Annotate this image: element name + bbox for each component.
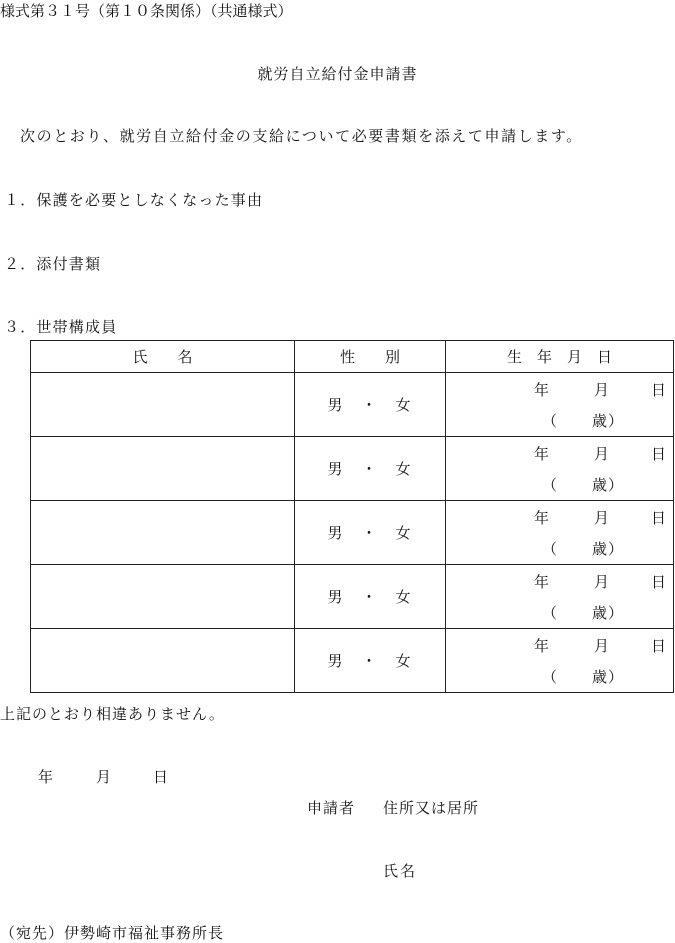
age-open-paren: （: [542, 540, 558, 558]
member-sex-cell[interactable]: 男 ・ 女: [295, 629, 446, 693]
date-year-label: 年: [38, 768, 54, 786]
table-row: [31, 373, 674, 437]
form-number: 様式第３１号（第１０条関係）（共通様式）: [0, 2, 293, 20]
section-household-members: ３．世帯構成員: [4, 318, 118, 336]
year-label: 年: [534, 445, 550, 463]
confirmation-statement: 上記のとおり相違ありません。: [0, 705, 225, 723]
day-label: 日: [651, 637, 667, 655]
member-birthdate-cell[interactable]: [446, 565, 674, 629]
household-members-table: [30, 340, 674, 693]
table-row: [31, 501, 674, 565]
age-label: 歳: [592, 540, 608, 558]
age-close-paren: ）: [608, 604, 624, 622]
age-label: 歳: [592, 412, 608, 430]
age-close-paren: ）: [608, 412, 624, 430]
member-name-cell[interactable]: [31, 437, 295, 501]
applicant-label: 申請者: [307, 799, 356, 817]
addressee: （宛先）伊勢崎市福祉事務所長: [0, 924, 225, 942]
age-open-paren: （: [542, 476, 558, 494]
intro-text: 次のとおり、就労自立給付金の支給について必要書類を添えて申請します。: [20, 127, 583, 145]
header-sex: 性 別: [295, 341, 446, 373]
section-reason: １．保護を必要としなくなった事由: [4, 191, 264, 209]
member-sex-cell[interactable]: 男 ・ 女: [295, 373, 446, 437]
age-label: 歳: [592, 668, 608, 686]
month-label: 月: [594, 509, 610, 527]
applicant-name-label: 氏名: [383, 862, 418, 880]
member-name-cell[interactable]: [31, 373, 295, 437]
table-row: [31, 437, 674, 501]
header-birthdate: 生 年 月 日: [446, 341, 674, 373]
table-row: [31, 565, 674, 629]
age-open-paren: （: [542, 668, 558, 686]
member-name-cell[interactable]: [31, 501, 295, 565]
date-day-label: 日: [153, 768, 169, 786]
age-close-paren: ）: [608, 540, 624, 558]
member-name-cell[interactable]: [31, 565, 295, 629]
month-label: 月: [594, 637, 610, 655]
section-attachments: ２．添付書類: [4, 255, 102, 273]
member-birthdate-cell[interactable]: [446, 501, 674, 565]
member-birthdate-cell[interactable]: [446, 629, 674, 693]
member-birthdate-cell[interactable]: [446, 373, 674, 437]
header-name: 氏 名: [31, 341, 295, 373]
year-label: 年: [534, 381, 550, 399]
month-label: 月: [594, 573, 610, 591]
month-label: 月: [594, 445, 610, 463]
age-label: 歳: [592, 604, 608, 622]
day-label: 日: [651, 381, 667, 399]
member-sex-cell[interactable]: 男 ・ 女: [295, 501, 446, 565]
member-sex-cell[interactable]: 男 ・ 女: [295, 437, 446, 501]
month-label: 月: [594, 381, 610, 399]
age-open-paren: （: [542, 412, 558, 430]
year-label: 年: [534, 573, 550, 591]
table-row: [31, 629, 674, 693]
member-name-cell[interactable]: [31, 629, 295, 693]
age-close-paren: ）: [608, 668, 624, 686]
age-open-paren: （: [542, 604, 558, 622]
table-header-row: [31, 341, 674, 373]
year-label: 年: [534, 509, 550, 527]
day-label: 日: [651, 445, 667, 463]
year-label: 年: [534, 637, 550, 655]
address-label: 住所又は居所: [383, 799, 480, 817]
member-sex-cell[interactable]: 男 ・ 女: [295, 565, 446, 629]
date-month-label: 月: [96, 768, 112, 786]
age-close-paren: ）: [608, 476, 624, 494]
document-title: 就労自立給付金申請書: [257, 65, 418, 83]
day-label: 日: [651, 573, 667, 591]
member-birthdate-cell[interactable]: [446, 437, 674, 501]
age-label: 歳: [592, 476, 608, 494]
day-label: 日: [651, 509, 667, 527]
